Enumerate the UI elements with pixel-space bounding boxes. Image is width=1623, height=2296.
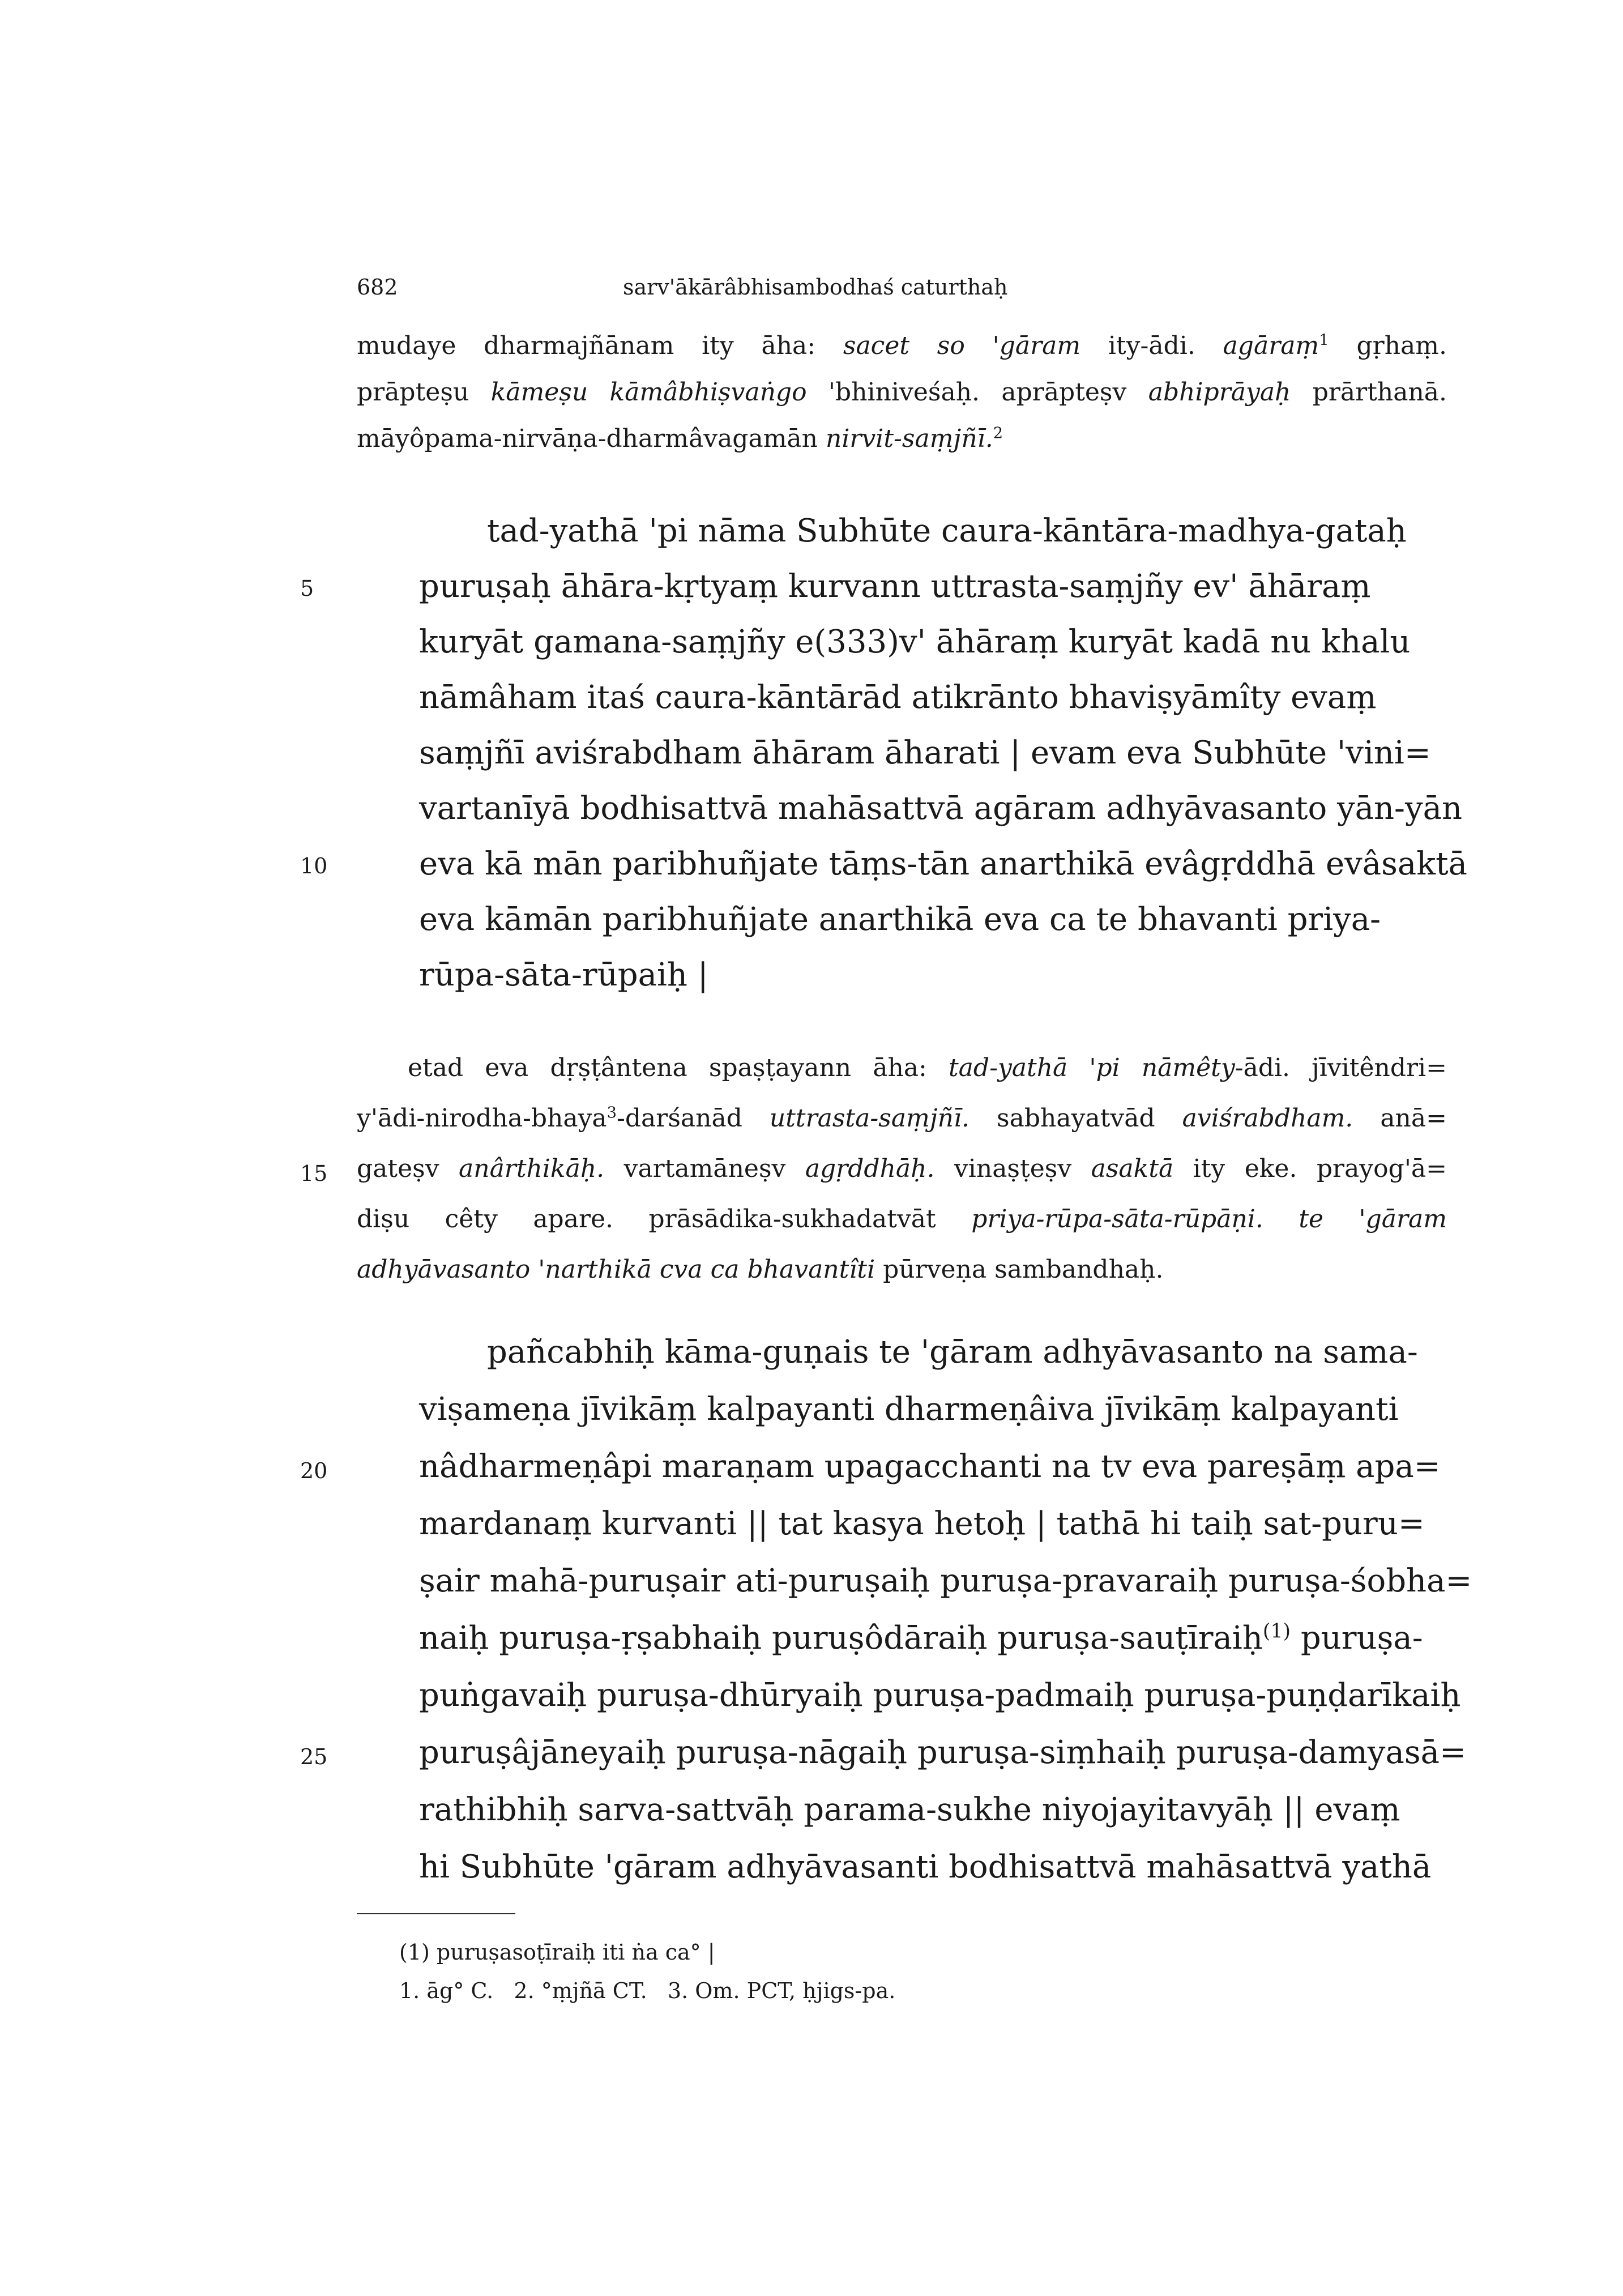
lemma-text: abhiprāyaḥ <box>1148 378 1291 407</box>
text-segment: y'ādi-nirodha-bhaya <box>357 1104 607 1133</box>
main-text-line: tad-yathā 'pi nāma Subhūte caura-kāntāra-madhya-gataḥ <box>487 513 1407 549</box>
text-segment: vinaṣṭeṣv <box>934 1154 1091 1183</box>
commentary-line <box>357 1053 1447 1082</box>
text-segment: ṣair mahā-puruṣair ati-puruṣaiḥ puruṣa-pravaraiḥ puruṣa-śobha= <box>419 1563 1472 1599</box>
commentary-line <box>357 1255 1447 1284</box>
line-number: 20 <box>300 1458 328 1483</box>
main-text-line <box>419 1563 1472 1599</box>
text-segment: hi Subhūte 'gāram adhyāvasanti bodhisattvā mahāsattvā yathā <box>419 1849 1432 1885</box>
text-segment: 'bhiniveśaḥ. aprāpteṣv <box>806 378 1148 407</box>
text-segment: gṛhaṃ. <box>1329 331 1447 360</box>
text-segment: prārthanā. <box>1291 378 1447 407</box>
text-segment: puṅgavaiḥ puruṣa-dhūryaiḥ puruṣa-padmaiḥ puruṣa-puṇḍarīkaiḥ <box>419 1677 1461 1714</box>
footnote-rule <box>357 1913 515 1914</box>
lemma-text: priya-rūpa-sāta-rūpāṇi. <box>971 1205 1263 1234</box>
lemma-text: adhyāvasanto 'narthikā cva ca bhavantîti <box>357 1255 875 1284</box>
main-text-line: kuryāt gamana-saṃjñy e(333)v' āhāraṃ kuryāt kadā nu khalu <box>419 624 1411 660</box>
running-title: sarv'ākārâbhisambodhaś caturthaḥ <box>623 275 1008 300</box>
main-text-line: puruṣaḥ āhāra-kṛtyaṃ kurvann uttrasta-saṃjñy ev' āhāraṃ <box>419 568 1371 605</box>
line-number: 25 <box>300 1744 328 1769</box>
note-marker: (1) <box>1262 1620 1291 1643</box>
main-text-line <box>419 1391 1399 1428</box>
text-segment: māyôpama-nirvāṇa-dharmâvagamān <box>357 424 826 453</box>
main-text-line: vartanīyā bodhisattvā mahāsattvā agāram adhyāvasanto yān-yān <box>419 790 1463 827</box>
lemma-text: kāmeṣu kāmâbhiṣvaṅgo <box>490 378 807 407</box>
text-segment: puruṣa- <box>1291 1620 1423 1657</box>
text-segment: pūrveṇa sambandhaḥ. <box>875 1255 1164 1284</box>
text-segment: ity eke. prayog'ā= <box>1173 1154 1447 1183</box>
text-segment: diṣu cêty apare. prāsādika-sukhadatvāt <box>357 1205 972 1234</box>
main-text-line: eva kāmān paribhuñjate anarthikā eva ca te bhavanti priya- <box>419 901 1381 938</box>
line-number: 5 <box>300 576 314 601</box>
commentary-line <box>357 1205 1447 1234</box>
running-header <box>357 275 1376 309</box>
line-number: 15 <box>300 1161 328 1186</box>
text-segment: vartamāneṣv <box>604 1154 805 1183</box>
lemma-text: sacet so 'gāram <box>843 331 1081 360</box>
main-text-line <box>419 1448 1441 1485</box>
text-segment: mardanaṃ kurvanti || tat kasya hetoḥ | tathā hi taiḥ sat-puru= <box>419 1505 1425 1542</box>
page-number: 682 <box>357 275 398 300</box>
line-number: 10 <box>300 853 328 878</box>
lemma-text: aviśrabdham. <box>1182 1104 1353 1133</box>
text-segment: viṣameṇa jīvikāṃ kalpayanti dharmeṇâiva jīvikāṃ kalpayanti <box>419 1391 1399 1428</box>
text-segment: gateṣv <box>357 1154 459 1183</box>
note-marker: 2 <box>993 424 1003 442</box>
text-segment: mudaye dharmajñānam ity āha: <box>357 331 843 360</box>
main-text-line: rūpa-sāta-rūpaiḥ | <box>419 957 708 993</box>
commentary-line <box>357 424 1447 453</box>
commentary-line <box>357 378 1447 407</box>
main-text-line: saṃjñī aviśrabdham āhāram āharati | evam eva Subhūte 'vini= <box>419 735 1431 771</box>
note-marker: 1 <box>1319 331 1329 349</box>
main-text-line: eva kā mān paribhuñjate tāṃs-tān anarthikā evâgṛddhā evâsaktā <box>419 846 1468 882</box>
lemma-text: asaktā <box>1091 1154 1174 1183</box>
lemma-text: agṛddhāḥ. <box>805 1154 935 1183</box>
text-segment: puruṣâjāneyaiḥ puruṣa-nāgaiḥ puruṣa-siṃhaiḥ puruṣa-damyasā= <box>419 1734 1466 1771</box>
text-segment: pañcabhiḥ kāma-guṇais te 'gāram adhyāvasanto na sama- <box>487 1334 1418 1371</box>
text-segment: anā= <box>1353 1104 1447 1133</box>
main-text-line <box>419 1734 1466 1771</box>
note-marker: 3 <box>607 1104 617 1122</box>
main-text-line <box>419 1620 1423 1657</box>
lemma-text: tad-yathā 'pi nāmêty <box>949 1053 1235 1082</box>
lemma-text: agāraṃ <box>1223 331 1319 360</box>
text-segment: etad eva dṛṣṭântena spaṣṭayann āha: <box>408 1053 949 1082</box>
text-segment <box>1263 1205 1299 1234</box>
lemma-text: anârthikāḥ. <box>459 1154 605 1183</box>
text-segment: nâdharmeṇâpi maraṇam upagacchanti na tv eva pareṣāṃ apa= <box>419 1448 1441 1485</box>
commentary-line <box>357 1154 1447 1183</box>
lemma-text: uttrasta-saṃjñī. <box>769 1104 970 1133</box>
lemma-text: te 'gāram <box>1299 1205 1447 1234</box>
text-segment: prāpteṣu <box>357 378 491 407</box>
main-text-line <box>419 1334 1418 1371</box>
main-text-line <box>419 1791 1400 1828</box>
main-text-line <box>419 1505 1425 1542</box>
main-text-line: nāmâham itaś caura-kāntārād atikrānto bhaviṣyāmîty evaṃ <box>419 679 1377 716</box>
text-segment: ity-ādi. <box>1080 331 1223 360</box>
main-text-line <box>419 1677 1461 1714</box>
footnote: (1) puruṣasoṭīraiḥ iti ṅa ca° | <box>399 1940 715 1965</box>
footnote: 1. āg° C. 2. °ṃjñā CT. 3. Om. PCT, ḥjigs-pa. <box>399 1978 896 2003</box>
text-segment: -darśanād <box>617 1104 770 1133</box>
commentary-line <box>357 331 1447 360</box>
text-segment: -ādi. jīvitêndri= <box>1235 1053 1447 1082</box>
commentary-line <box>357 1104 1447 1133</box>
lemma-text: nirvit-saṃjñī. <box>826 424 993 453</box>
text-segment: naiḥ puruṣa-ṛṣabhaiḥ puruṣôdāraiḥ puruṣa-sauṭīraiḥ <box>419 1620 1263 1657</box>
text-segment: sabhayatvād <box>969 1104 1182 1133</box>
main-text-line <box>419 1849 1432 1885</box>
text-segment: rathibhiḥ sarva-sattvāḥ parama-sukhe niyojayitavyāḥ || evaṃ <box>419 1791 1400 1828</box>
